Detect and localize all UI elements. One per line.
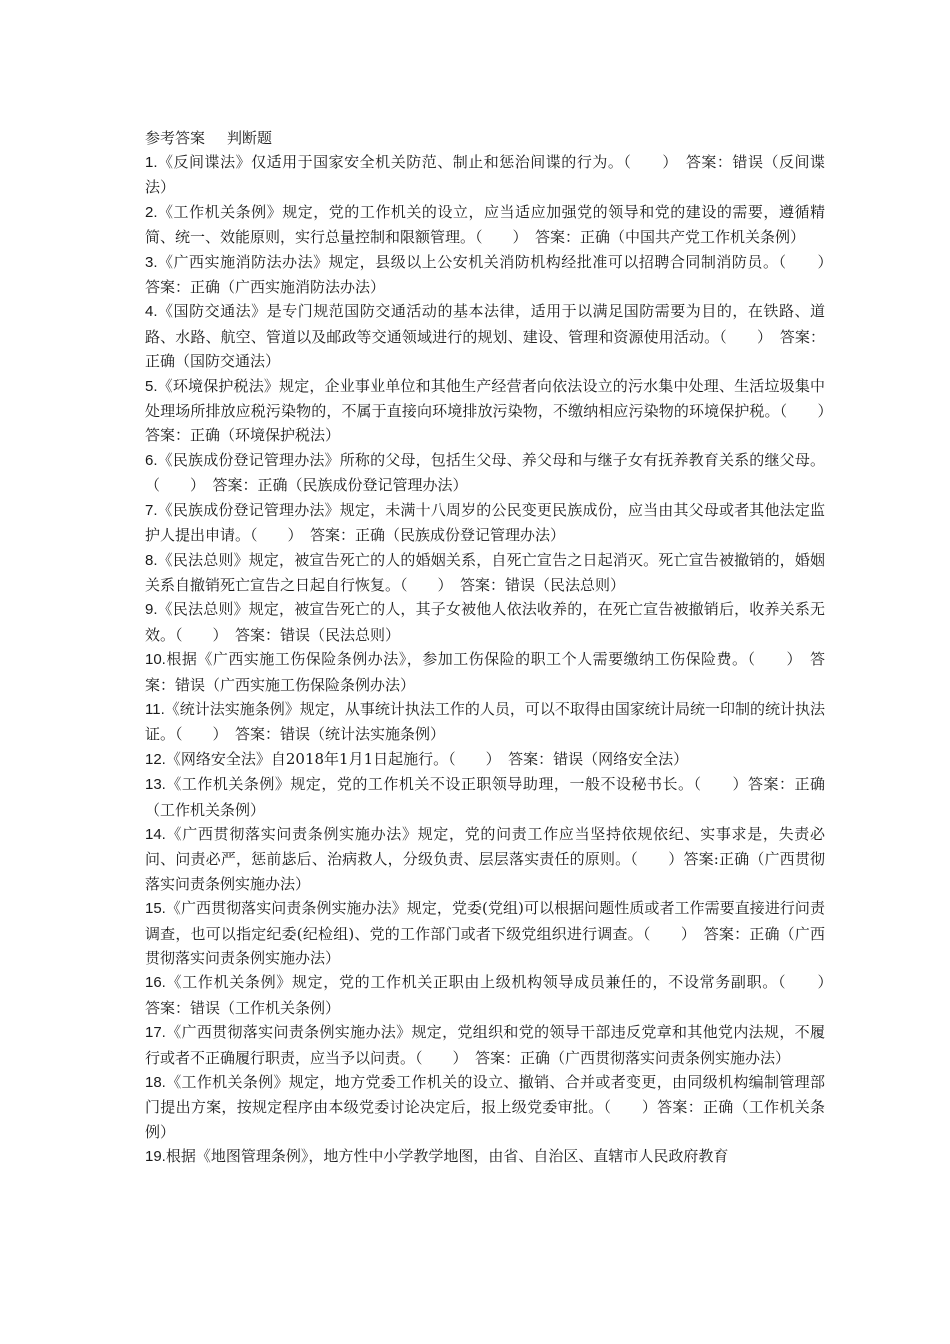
question-item <box>145 498 825 548</box>
question-text: 《广西贯彻落实问责条例实施办法》规定，党的问责工作应当坚持依规依纪、实事求是，失责必问、问责必严，惩前毖后、治病救人，分级负责、层层落实责任的原则。（ ）答案:正确（广西贯彻落实问责条例实施办法） <box>145 824 825 893</box>
question-text: 《民法总则》规定，被宣告死亡的人的婚姻关系，自死亡宣告之日起消灭。死亡宣告被撤销的，婚姻关系自撤销死亡宣告之日起自行恢复。（ ） 答案：错误（民法总则） <box>145 550 825 594</box>
question-text: 《反间谍法》仅适用于国家安全机关防范、制止和惩治间谍的行为。（ ） 答案：错误（反间谍法） <box>145 153 825 197</box>
question-text: 《工作机关条例》规定，地方党委工作机关的设立、撤销、合并或者变更，由同级机构编制管理部门提出方案，按规定程序由本级党委讨论决定后，报上级党委审批。（ ）答案：正确（工作机关条例） <box>145 1073 825 1141</box>
question-item <box>145 896 825 970</box>
question-text: 《工作机关条例》规定，党的工作机关正职由上级机构领导成员兼任的，不设常务副职。（ ） 答案：错误（工作机关条例） <box>145 973 841 1017</box>
question-item <box>145 822 825 896</box>
question-item <box>145 697 825 747</box>
question-item <box>145 1070 825 1144</box>
section-heading <box>145 126 825 150</box>
question-number: 12. <box>145 750 166 768</box>
question-item <box>145 200 825 250</box>
question-number: 19. <box>145 1148 166 1166</box>
question-item <box>145 597 825 647</box>
question-item <box>145 250 841 300</box>
question-text: 《广西实施消防法办法》规定，县级以上公安机关消防机构经批准可以招聘合同制消防员。（ ） 答案：正确（广西实施消防法办法） <box>145 252 841 297</box>
question-text: 根据《地图管理条例》，地方性中小学教学地图，由省、自治区、直辖市人民政府教育 <box>165 1147 729 1166</box>
question-number: 1. <box>145 154 158 171</box>
question-text: 根据《广西实施工伤保险条例办法》，参加工伤保险的职工个人需要缴纳工伤保险费。（ ） 答案：错误（广西实施工伤保险条例办法） <box>145 650 825 694</box>
question-text: 《广西贯彻落实问责条例实施办法》规定，党委(党组)可以根据问题性质或者工作需要直接进行问责调查，也可以指定纪委(纪检组)、党的工作部门或者下级党组织进行调查。（ ） 答案：正确（广西贯彻落实问责条例实施办法） <box>145 899 825 967</box>
question-number: 7. <box>145 501 158 519</box>
question-text: 《网络安全法》自2018年1月1日起施行。（ ） 答案：错误（网络安全法） <box>165 749 689 768</box>
question-text: 《民族成份登记管理办法》规定，未满十八周岁的公民变更民族成份，应当由其父母或者其他法定监护人提出申请。（ ） 答案：正确（民族成份登记管理办法） <box>145 500 825 545</box>
question-text: 《工作机关条例》规定，党的工作机关不设正职领导助理，一般不设秘书长。（ ）答案：正确（工作机关条例） <box>145 775 825 819</box>
question-list <box>145 150 841 1170</box>
question-number: 13. <box>145 776 166 794</box>
question-text: 《民族成份登记管理办法》所称的父母，包括生父母、养父母和与继子女有抚养教育关系的继父母。（ ） 答案：正确（民族成份登记管理办法） <box>145 450 825 495</box>
question-text: 《国防交通法》是专门规范国防交通活动的基本法律，适用于以满足国防需要为目的，在铁路、道路、水路、航空、管道以及邮政等交通领域进行的规划、建设、管理和资源使用活动。（ ） 答案：正确（国防交通法） <box>145 302 825 371</box>
question-number: 6. <box>145 451 158 469</box>
question-number: 9. <box>145 601 158 619</box>
question-text: 《广西贯彻落实问责条例实施办法》规定，党组织和党的领导干部违反党章和其他党内法规，不履行或者不正确履行职责，应当予以问责。（ ） 答案：正确（广西贯彻落实问责条例实施办法） <box>145 1023 825 1067</box>
question-item <box>145 150 825 200</box>
question-number: 16. <box>145 974 166 992</box>
question-item <box>145 747 825 772</box>
question-number: 10. <box>145 651 166 669</box>
question-item <box>145 1020 825 1070</box>
question-number: 2. <box>145 203 158 221</box>
question-type: 判断题 <box>227 129 273 147</box>
question-text: 《统计法实施条例》规定，从事统计执法工作的人员，可以不取得由国家统计局统一印制的统计执法证。（ ） 答案：错误（统计法实施条例） <box>145 699 825 744</box>
question-item <box>145 1144 825 1169</box>
document-page <box>145 126 841 1170</box>
question-number: 8. <box>145 551 158 569</box>
question-number: 17. <box>145 1024 166 1042</box>
question-text: 《工作机关条例》规定，党的工作机关的设立，应当适应加强党的领导和党的建设的需要，遵循精简、统一、效能原则，实行总量控制和限额管理。（ ） 答案：正确（中国共产党工作机关条例） <box>145 202 825 247</box>
question-number: 3. <box>145 253 158 271</box>
question-item <box>145 299 825 373</box>
question-number: 11. <box>145 700 165 718</box>
question-text: 《民法总则》规定，被宣告死亡的人，其子女被他人依法收养的，在死亡宣告被撤销后，收养关系无效。（ ） 答案：错误（民法总则） <box>145 600 825 644</box>
question-item <box>145 548 825 598</box>
question-text: 《环境保护税法》规定，企业事业单位和其他生产经营者向依法设立的污水集中处理、生活垃圾集中处理场所排放应税污染物的，不属于直接向环境排放污染物，不缴纳相应污染物的环境保护税。（ ） 答案：正确（环境保护税法） <box>145 376 841 445</box>
question-number: 15. <box>145 900 166 918</box>
question-item <box>145 448 825 498</box>
question-number: 18. <box>145 1074 166 1092</box>
question-number: 5. <box>145 377 158 395</box>
question-item <box>145 772 825 822</box>
question-item <box>145 374 841 448</box>
question-item <box>145 970 841 1020</box>
answer-label: 参考答案 <box>145 129 206 147</box>
question-number: 14. <box>145 825 166 843</box>
question-item <box>145 647 825 697</box>
question-number: 4. <box>145 303 158 321</box>
